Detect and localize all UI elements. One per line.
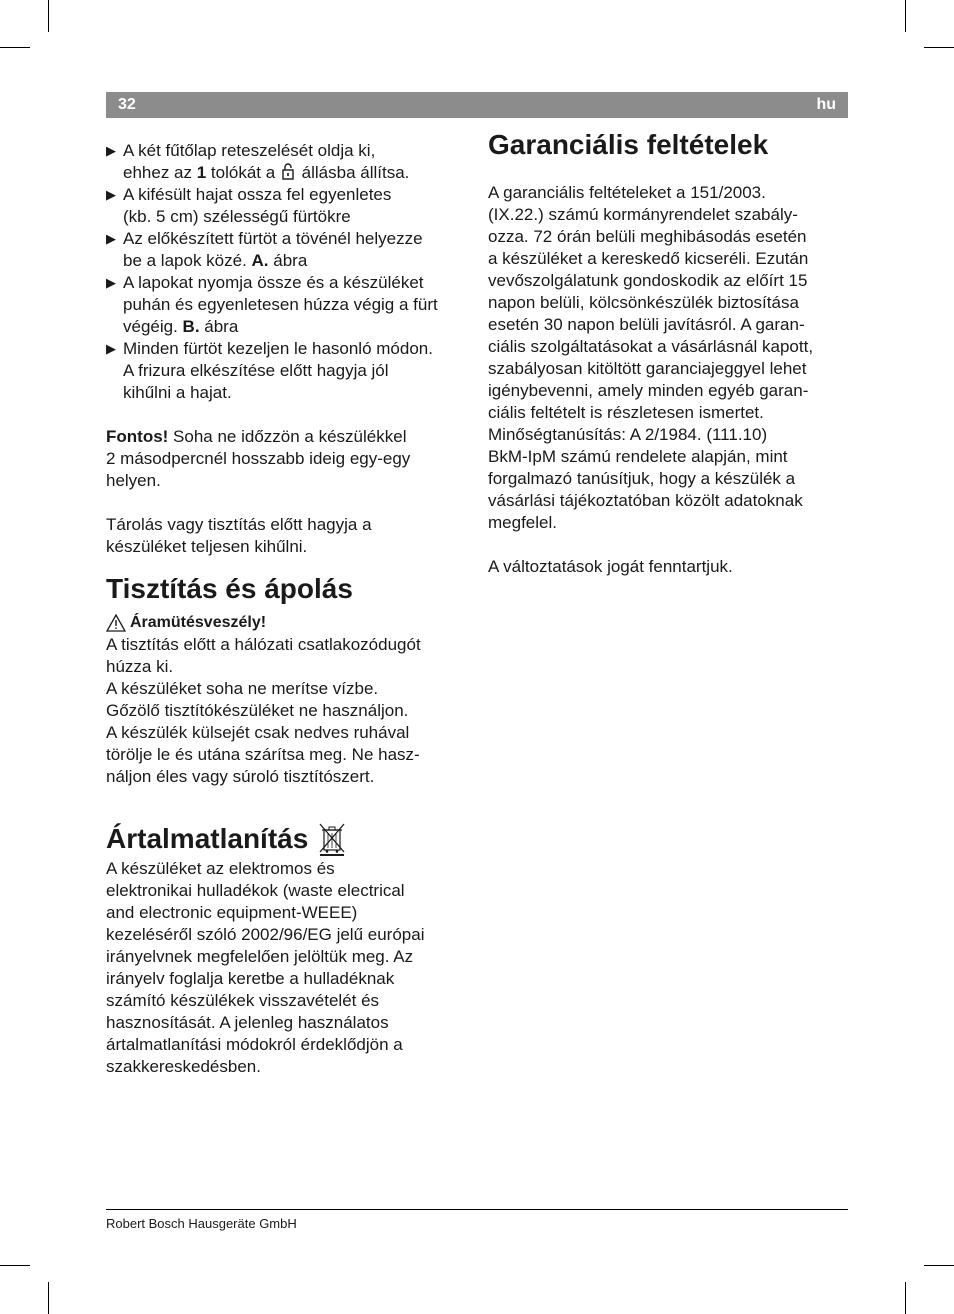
cleaning-text: A tisztítás előtt a hálózati csatlakozódugót húzza ki. A készüléket soha ne merítse vízbe. Gőzölő tisztítókészüléket ne használjon. A készülék külsejét csak nedves ruhával törölje le és utána szárítsa meg. Ne hasz- náljon éles vagy súroló tisztítószert. <box>106 635 421 786</box>
left-column <box>106 140 471 1078</box>
warning-heading: Áramütésveszély! <box>106 612 471 634</box>
warranty-heading: Garanciális feltételek <box>488 129 769 160</box>
important-note: Fontos! Soha ne időzzön a készülékkel 2 másodpercnél hosszabb ideig egy-egy helyen. <box>106 427 411 490</box>
triangle-bullet-icon: ▶ <box>106 231 116 246</box>
crop-mark <box>0 47 30 48</box>
crop-mark <box>0 1265 30 1266</box>
instruction-list <box>106 140 471 404</box>
crop-mark <box>48 1282 49 1314</box>
triangle-bullet-icon: ▶ <box>106 275 116 290</box>
triangle-bullet-icon: ▶ <box>106 341 116 356</box>
disposal-text: A készüléket az elektromos és elektronikai hulladékok (waste electrical and electronic equipment-WEEE) kezeléséről szóló 2002/96/EG jelű európai irányelvnek megfelelően jelöltük meg. Az irányelv foglalja keretbe a hulladéknak számító készülékek visszavételét és hasznosítását. A jelenleg használatos ártalmatlanítási módokról érdeklődjön a szakkereskedésben. <box>106 859 425 1076</box>
unlock-icon <box>282 163 294 180</box>
warranty-text: A garanciális feltételeket a 151/2003. (IX.22.) számú kormányrendelet szabály- ozza. 72 órán belüli meghibásodás esetén a készüléket a kereskedő kicseréli. Ezután vevőszolgálatunk gondoskodik az előírt 15 napon belüli, kölcsönkészülék biztosítása esetén 30 napon belüli javításról. A garan- ciális szolgáltatásokat a vásárlásnál kapott, szabályosan kitöltött garanciajeggyel lehet igénybevenni, amely minden egyéb garan- ciális feltételt is részletesen ismertet. Minőségtanúsítás: A 2/1984. (111.10) BkM-IpM számú rendelete alapján, mint forgalmazó tanúsítjuk, hogy a készülék a vásárlási tájékoztatóban közölt adatoknak megfelel. <box>488 183 814 532</box>
crop-mark <box>924 1265 954 1266</box>
list-item: ▶ A kifésült hajat ossza fel egyenletes (kb. 5 cm) szélességű fürtökre <box>106 185 392 226</box>
storage-note: Tárolás vagy tisztítás előtt hagyja a készüléket teljesen kihűlni. <box>106 515 372 556</box>
crossed-bin-icon <box>318 822 346 856</box>
warning-triangle-icon <box>106 614 126 632</box>
disposal-heading: Ártalmatlanítás <box>106 822 471 856</box>
page-number: 32 <box>118 96 136 113</box>
language-code: hu <box>816 96 836 113</box>
list-item: ▶ A lapokat nyomja össze és a készüléket puhán és egyenletesen húzza végig a fürt végéig. B. ábra <box>106 273 438 336</box>
crop-mark <box>905 0 906 32</box>
crop-mark <box>905 1282 906 1314</box>
right-column <box>488 128 850 578</box>
triangle-bullet-icon: ▶ <box>106 143 116 158</box>
footer-company: Robert Bosch Hausgeräte GmbH <box>106 1216 297 1231</box>
footer-divider <box>106 1209 848 1210</box>
important-label: Fontos! <box>106 427 169 446</box>
rights-reserved-text: A változtatások jogát fenntartjuk. <box>488 557 733 576</box>
cleaning-heading: Tisztítás és ápolás <box>106 573 353 604</box>
list-item: ▶ A két fűtőlap reteszelését oldja ki, ehhez az 1 tolókát a állásba állítsa. <box>106 141 410 182</box>
triangle-bullet-icon: ▶ <box>106 187 116 202</box>
page-header-bar <box>106 92 848 118</box>
list-item: ▶ Minden fürtöt kezeljen le hasonló módon. A frizura elkészítése előtt hagyja jól kihűlni a hajat. <box>106 339 433 402</box>
crop-mark <box>924 47 954 48</box>
list-item: ▶ Az előkészített fürtöt a tövénél helyezze be a lapok közé. A. ábra <box>106 229 423 270</box>
crop-mark <box>48 0 49 32</box>
